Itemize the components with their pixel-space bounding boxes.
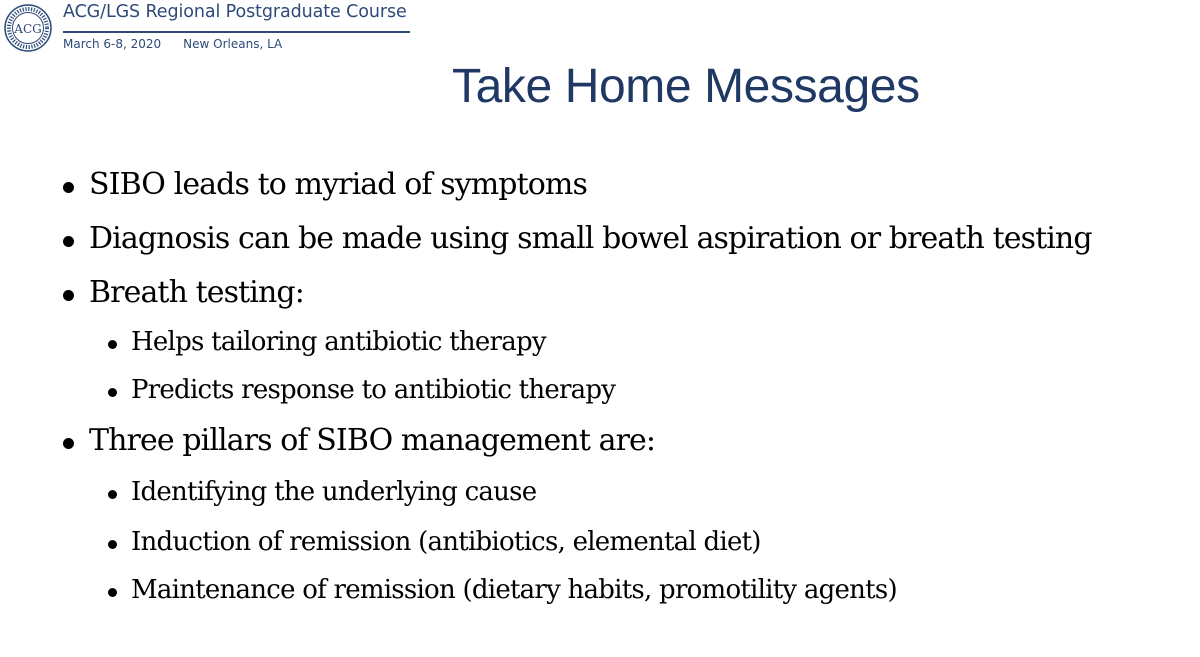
slide-title: Take Home Messages <box>452 60 920 113</box>
bullet-text: Induction of remission (antibiotics, elemental diet) <box>131 527 761 557</box>
bullet-dot-icon <box>63 182 74 193</box>
bullet-item <box>89 167 587 202</box>
bullet-text: Predicts response to antibiotic therapy <box>131 375 616 405</box>
sub-bullet-item <box>131 575 897 605</box>
course-location: New Orleans, LA <box>183 37 283 51</box>
bullet-text: Identifying the underlying cause <box>131 477 537 507</box>
bullet-dot-icon <box>108 588 117 597</box>
bullet-text: Diagnosis can be made using small bowel aspiration or breath testing <box>89 221 1092 256</box>
sub-bullet-item <box>131 375 615 405</box>
bullet-text: SIBO leads to myriad of symptoms <box>89 167 587 202</box>
bullet-dot-icon <box>63 290 74 301</box>
bullet-dot-icon <box>108 490 117 499</box>
bullet-dot-icon <box>108 340 117 349</box>
sub-bullet-item <box>131 327 546 357</box>
course-dates: March 6-8, 2020 <box>63 37 162 51</box>
bullet-item <box>89 423 655 458</box>
bullet-text: Maintenance of remission (dietary habits, promotility agents) <box>131 575 897 605</box>
sub-bullet-item <box>131 477 536 507</box>
bullet-item <box>89 275 304 310</box>
sub-bullet-item <box>131 527 761 557</box>
logo-text: ACG <box>14 22 42 36</box>
bullet-dot-icon <box>63 236 74 247</box>
bullet-dot-icon <box>63 438 74 449</box>
bullet-dot-icon <box>108 388 117 397</box>
bullet-text: Helps tailoring antibiotic therapy <box>131 327 546 357</box>
course-title: ACG/LGS Regional Postgraduate Course <box>63 2 407 22</box>
bullet-item <box>89 221 1092 256</box>
bullet-dot-icon <box>108 540 117 549</box>
bullet-text: Three pillars of SIBO management are: <box>89 423 656 458</box>
bullet-text: Breath testing: <box>89 275 304 310</box>
